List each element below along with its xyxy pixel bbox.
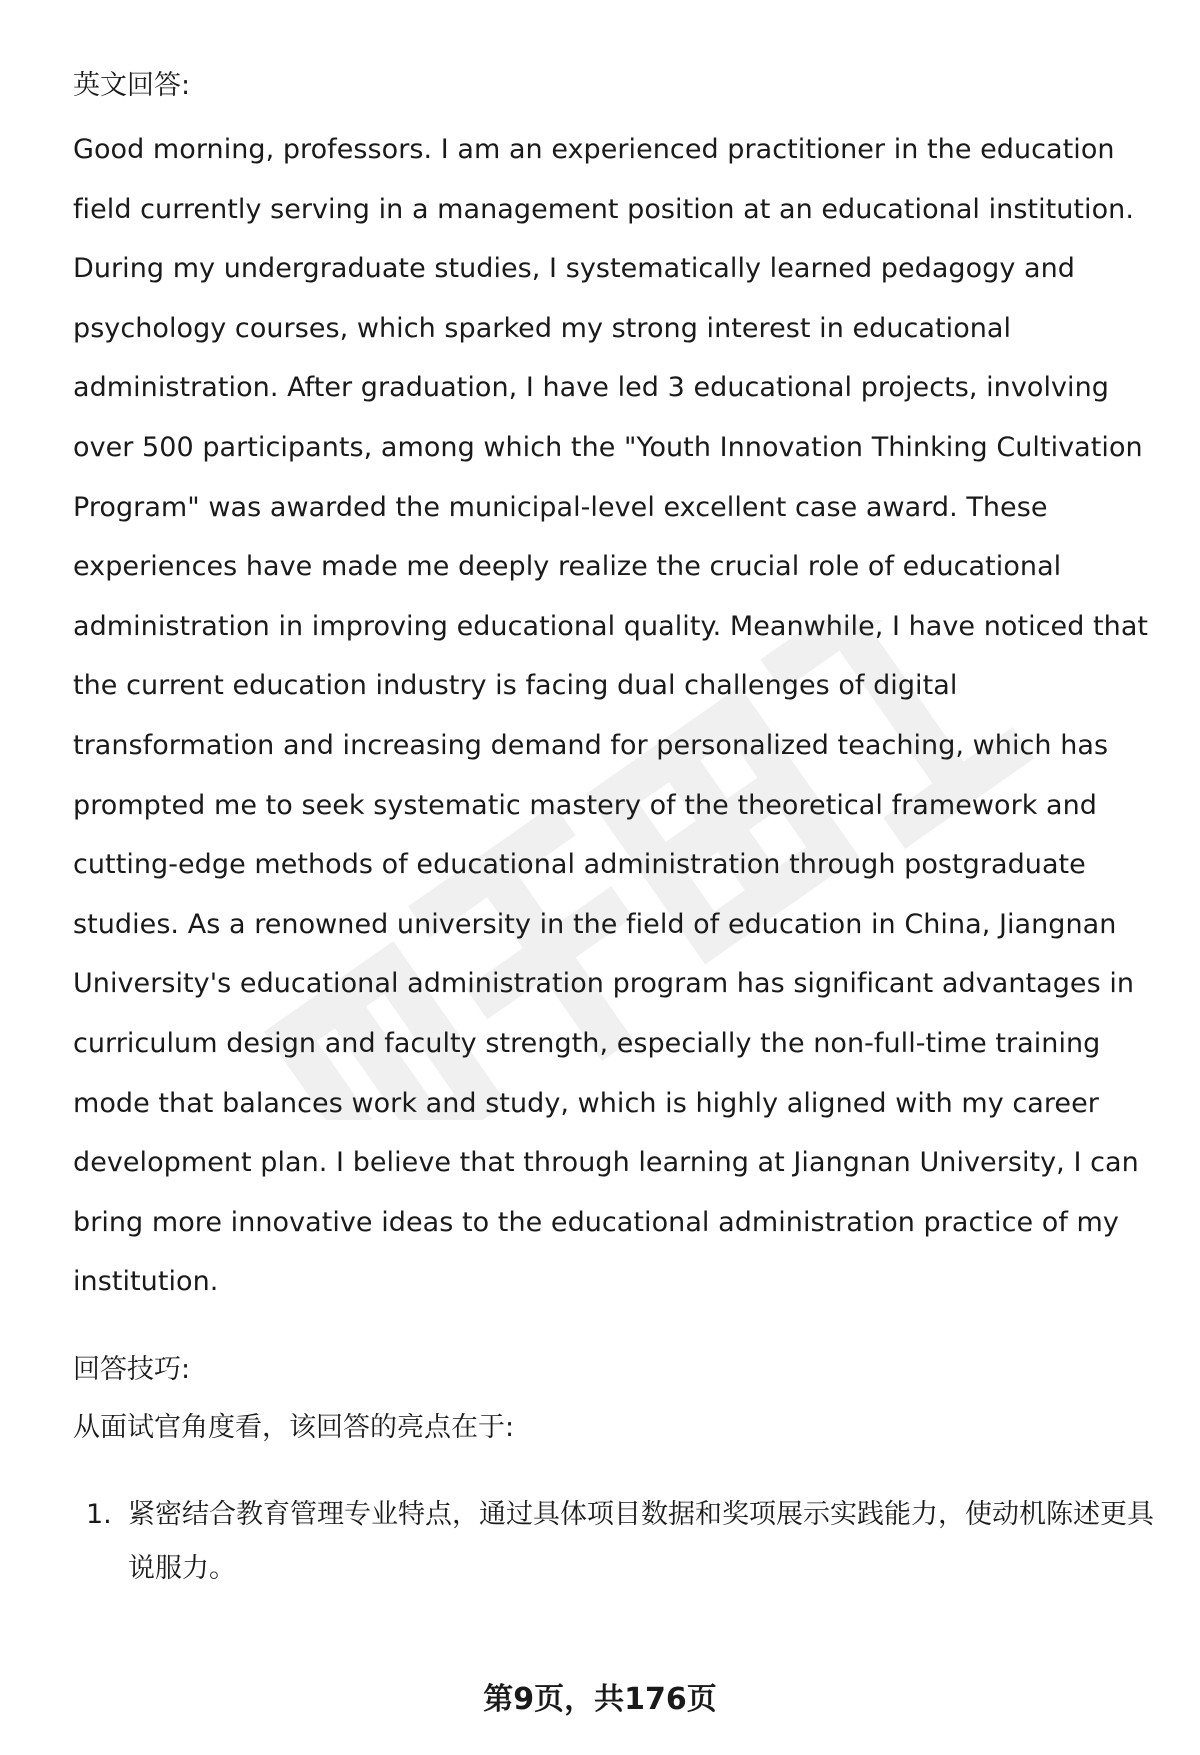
answer-paragraph: Good morning, professors. I am an experienced practitioner in the education field currently serving in a management position at an educational institution. During my undergraduate studies, I systematically learned pedagogy and psychology courses, which sparked my strong interest in educational administration. After graduation, I have led 3 educational projects, involving over 500 participants, among which the "Youth Innovation Thinking Cultivation Program" was awarded the municipal-level excellent case award. These experiences have made me deeply realize the crucial role of educational administration in improving educational quality. Meanwhile, I have noticed that the current education industry is facing dual challenges of digital transformation and increasing demand for personalized teaching, which has prompted me to seek systematic mastery of the theoretical framework and cutting-edge methods of educational administration through postgraduate studies. As a renowned university in the field of education in China, Jiangnan University's educational administration program has significant advantages in curriculum design and faculty strength, especially the non-full-time training mode that balances work and study, which is highly aligned with my career development plan. I believe that through learning at Jiangnan University, I can bring more innovative ideas to the educational administration practice of my institution. <box>73 134 1149 1298</box>
page-number-footer: 第9页，共176页 <box>483 1682 717 1717</box>
tips-list <box>73 1488 1163 1596</box>
tips-label: 回答技巧: <box>73 1353 191 1385</box>
main-content <box>73 68 1163 1596</box>
list-item-text: 紧密结合教育管理专业特点，通过具体项目数据和奖项展示实践能力，使动机陈述更具说服力。 <box>128 1498 1154 1584</box>
answer-label: 英文回答: <box>73 70 191 101</box>
list-item-number: 1. <box>86 1498 112 1530</box>
tips-intro: 从面试官角度看，该回答的亮点在于: <box>73 1411 515 1443</box>
list-item <box>73 1488 1163 1596</box>
